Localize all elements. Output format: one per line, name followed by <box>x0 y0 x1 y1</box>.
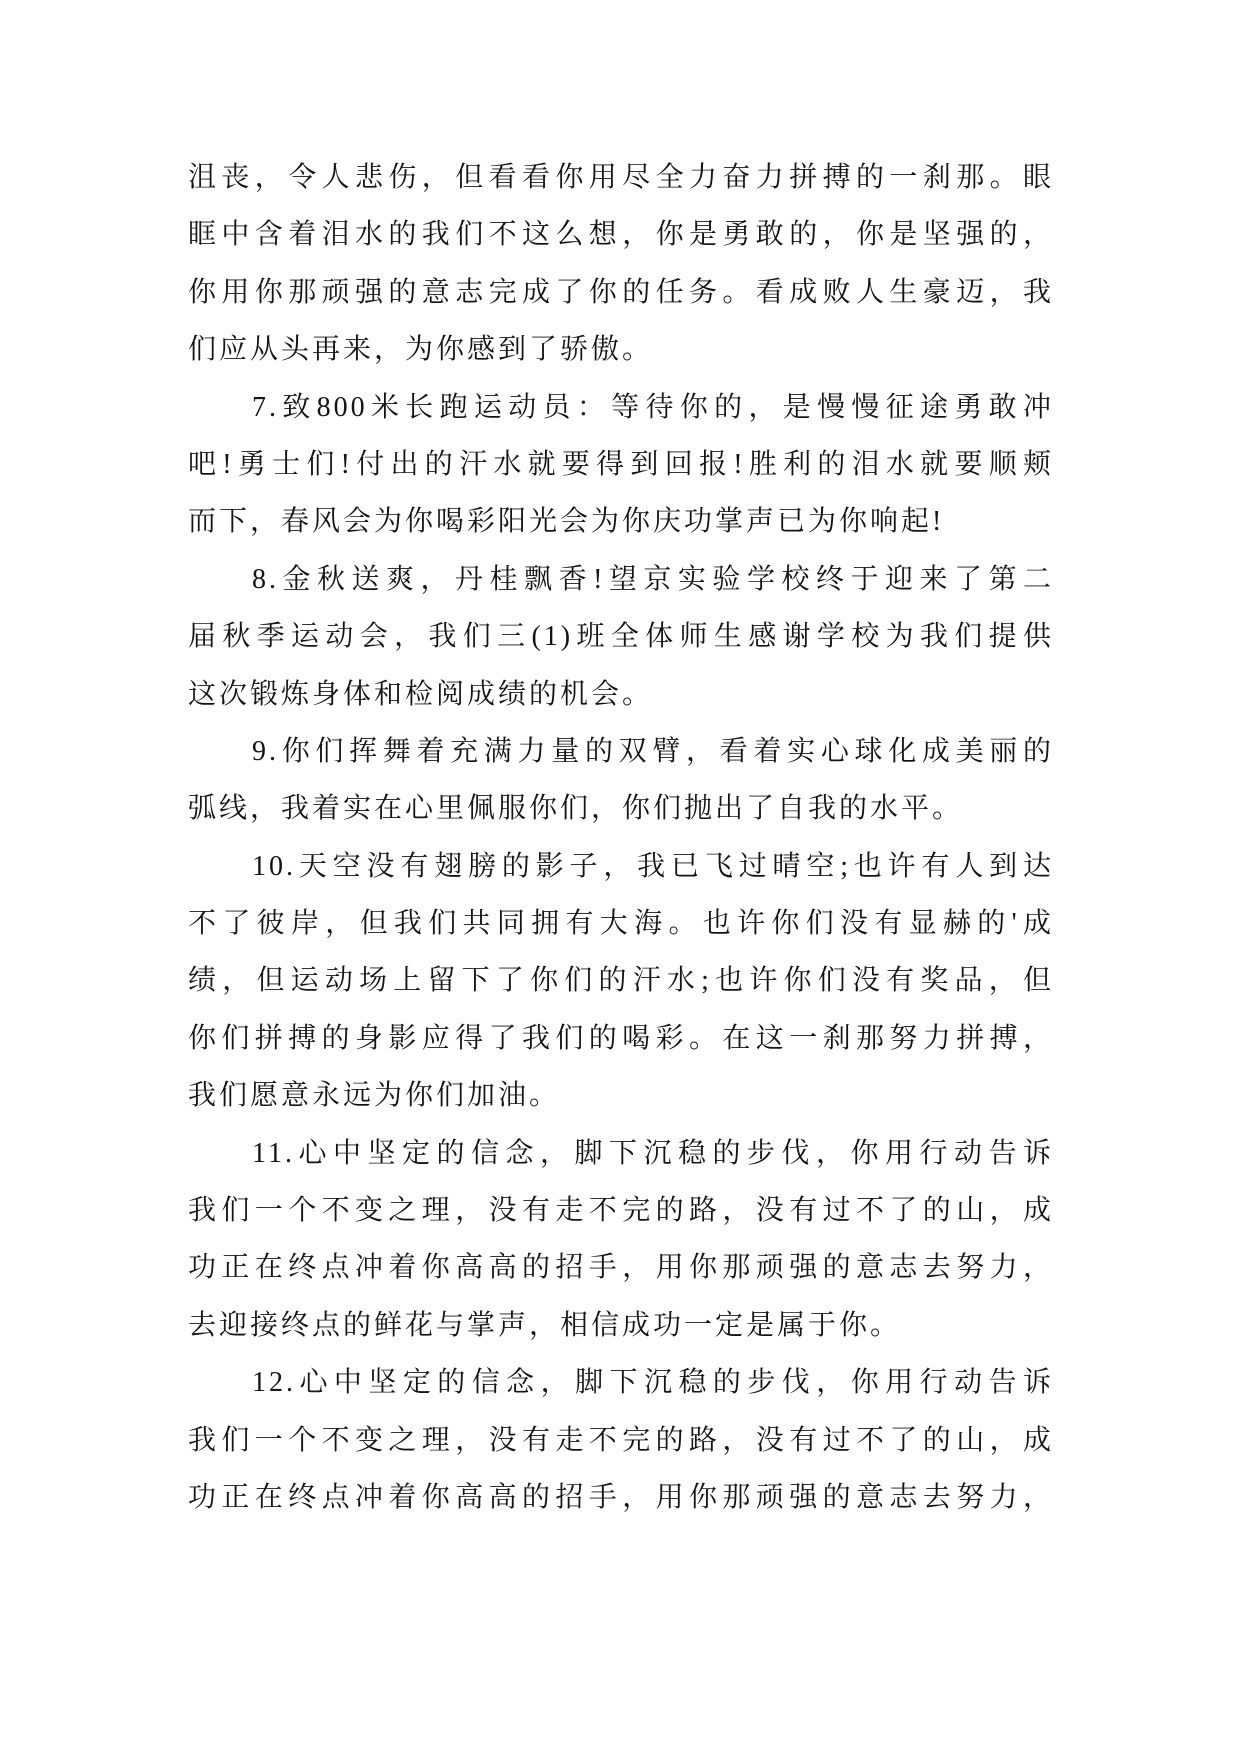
text-line: 而下，春风会为你喝彩阳光会为你庆功掌声已为你响起! <box>188 506 945 538</box>
text-line: 弧线，我着实在心里佩服你们，你们抛出了自我的水平。 <box>188 793 964 825</box>
document-body <box>188 149 1054 1526</box>
text-line: 我们愿意永远为你们加油。 <box>188 1080 561 1112</box>
text-line: 功正在终点冲着你高高的招手，用你那顽强的意志去努力， <box>188 1252 1054 1284</box>
paragraph-9 <box>188 723 1054 838</box>
text-line: 8.金秋送爽，丹桂飘香!望京实验学校终于迎来了第二 <box>252 563 1054 595</box>
text-line: 功正在终点冲着你高高的招手，用你那顽强的意志去努力， <box>188 1481 1054 1513</box>
paragraph-11 <box>188 1125 1054 1355</box>
text-line: 这次锻炼身体和检阅成绩的机会。 <box>188 678 654 710</box>
text-line: 9.你们挥舞着充满力量的双臂，看着实心球化成美丽的 <box>252 735 1054 767</box>
text-line: 吧!勇士们!付出的汗水就要得到回报!胜利的泪水就要顺颊 <box>188 448 1054 480</box>
paragraph-7 <box>188 379 1054 551</box>
paragraph-continued <box>188 149 1054 379</box>
text-line: 11.心中坚定的信念，脚下沉稳的步伐，你用行动告诉 <box>252 1137 1054 1169</box>
text-line: 绩，但运动场上留下了你们的汗水;也许你们没有奖品，但 <box>188 965 1054 997</box>
text-line: 们应从头再来，为你感到了骄傲。 <box>188 334 654 366</box>
text-line: 你用你那顽强的意志完成了你的任务。看成败人生豪迈，我 <box>188 276 1054 308</box>
paragraph-8 <box>188 551 1054 723</box>
text-line: 沮丧，令人悲伤，但看看你用尽全力奋力拼搏的一刹那。眼 <box>188 162 1054 193</box>
text-line: 10.天空没有翅膀的影子，我已飞过晴空;也许有人到达 <box>252 850 1054 882</box>
text-line: 7.致800米长跑运动员：等待你的，是慢慢征途勇敢冲 <box>252 391 1054 423</box>
text-line: 不了彼岸，但我们共同拥有大海。也许你们没有显赫的'成 <box>188 908 1054 940</box>
text-line: 我们一个不变之理，没有走不完的路，没有过不了的山，成 <box>188 1195 1054 1227</box>
text-line: 12.心中坚定的信念，脚下沉稳的步伐，你用行动告诉 <box>252 1367 1054 1399</box>
paragraph-12 <box>188 1354 1054 1526</box>
text-line: 眶中含着泪水的我们不这么想，你是勇敢的，你是坚强的， <box>188 219 1054 251</box>
text-line: 你们拼搏的身影应得了我们的喝彩。在这一刹那努力拼搏， <box>188 1022 1054 1054</box>
text-line: 我们一个不变之理，没有走不完的路，没有过不了的山，成 <box>188 1424 1054 1456</box>
text-line: 去迎接终点的鲜花与掌声，相信成功一定是属于你。 <box>188 1309 902 1341</box>
paragraph-10 <box>188 838 1054 1125</box>
text-line: 届秋季运动会，我们三(1)班全体师生感谢学校为我们提供 <box>188 621 1054 653</box>
